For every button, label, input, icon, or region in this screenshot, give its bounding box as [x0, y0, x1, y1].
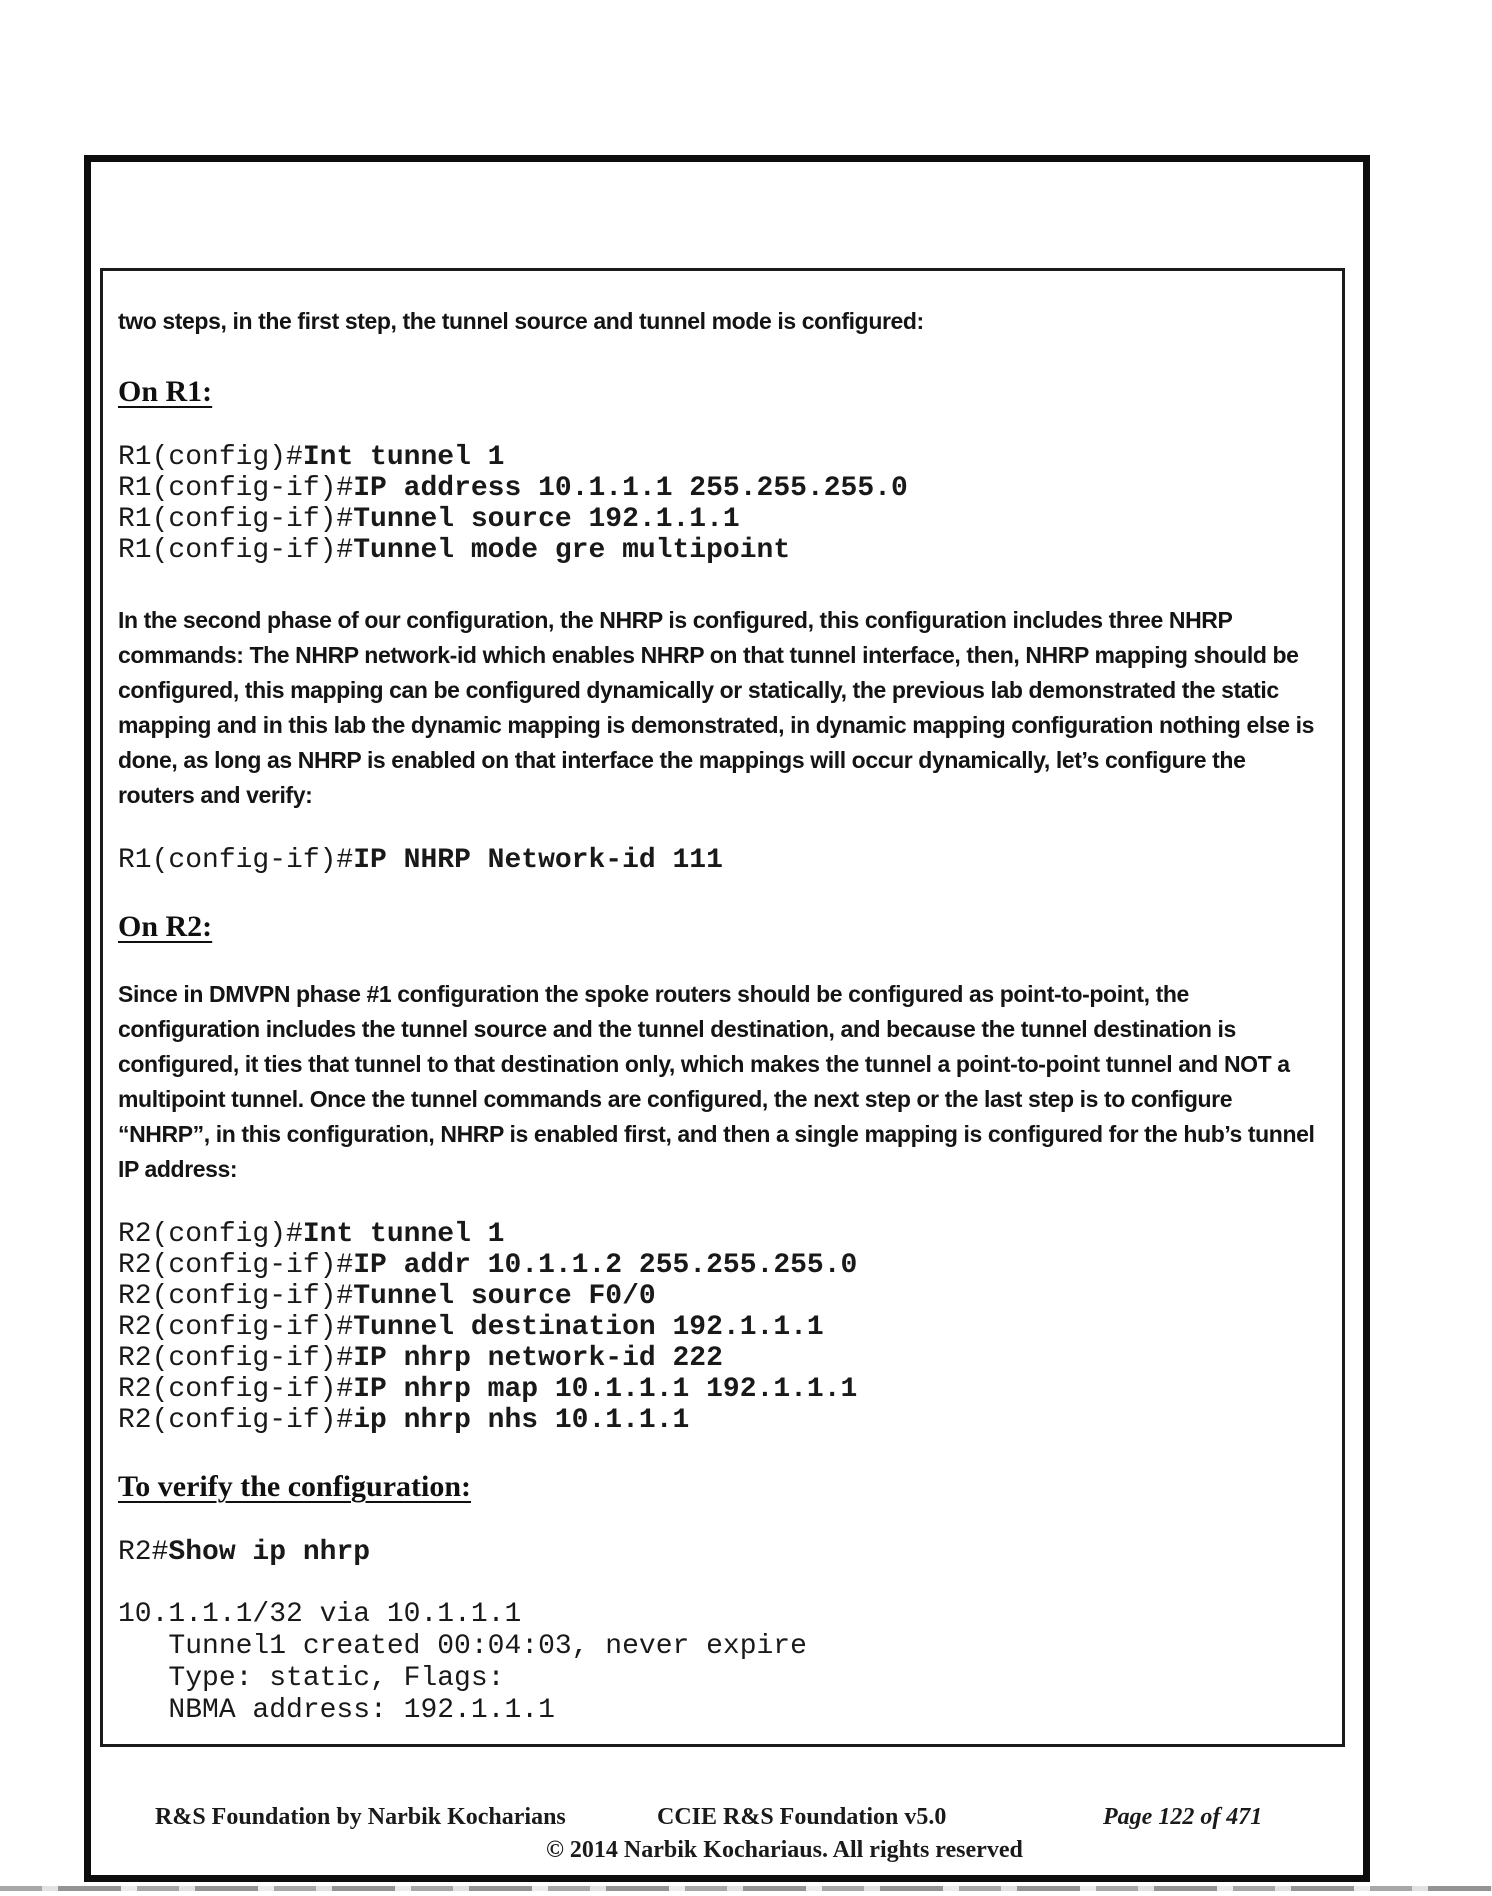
- cli-command: IP nhrp network-id 222: [353, 1343, 723, 1374]
- show-command-block: [118, 1537, 1324, 1568]
- cli-prompt: R2(config)#: [118, 1219, 303, 1250]
- cli-line: [118, 1537, 1324, 1568]
- cli-prompt: R1(config-if)#: [118, 473, 354, 504]
- footer-page-number: Page 122 of 471: [1103, 1804, 1263, 1830]
- nhrp-explanation-paragraph: In the second phase of our configuration, the NHRP is configured, this configuration includes three NHRP commands: The NHRP network-id which enables NHRP on that tunnel interface, then, NHRP mapping should be configured, this mapping can be configured dynamically or statically, the previous lab demonstrated the static mapping and in this lab the dynamic mapping is demonstrated, in dynamic mapping configuration nothing else is done, as long as NHRP is enabled on that interface the mappings will occur dynamically, let’s configure the routers and verify:: [118, 607, 1314, 808]
- cli-prompt: R2(config-if)#: [118, 1374, 354, 1405]
- heading-on-r1: On R1:: [118, 375, 213, 408]
- cli-command: IP NHRP Network-id 111: [353, 845, 723, 876]
- cli-command: Tunnel destination 192.1.1.1: [353, 1312, 824, 1343]
- heading-on-r2: On R2:: [118, 910, 213, 943]
- cli-prompt: R2(config-if)#: [118, 1312, 354, 1343]
- cli-prompt: R2#: [118, 1537, 169, 1568]
- cli-prompt: R2(config-if)#: [118, 1250, 354, 1281]
- cli-line: [118, 1312, 1324, 1343]
- footer-title: CCIE R&S Foundation v5.0: [657, 1804, 947, 1830]
- cli-line: [118, 504, 1324, 535]
- cli-prompt: R2(config-if)#: [118, 1281, 354, 1312]
- cli-command: ip nhrp nhs 10.1.1.1: [353, 1405, 690, 1436]
- r1-nhrp-command-block: [118, 845, 1324, 876]
- cli-prompt: R1(config-if)#: [118, 845, 354, 876]
- cli-command: IP address 10.1.1.1 255.255.255.0: [353, 473, 908, 504]
- cli-line: [118, 1374, 1324, 1405]
- cli-line: [118, 473, 1324, 504]
- cli-command: Int tunnel 1: [302, 442, 505, 473]
- cli-line: [118, 442, 1324, 473]
- r2-config-block: [118, 1219, 1324, 1436]
- cli-output-line: NBMA address: 192.1.1.1: [118, 1695, 555, 1726]
- cli-command: Show ip nhrp: [168, 1537, 371, 1568]
- cli-line: [118, 535, 1324, 566]
- cli-output-line: Tunnel1 created 00:04:03, never expire: [118, 1631, 807, 1662]
- cli-command: Tunnel source F0/0: [353, 1281, 656, 1312]
- cli-command: IP addr 10.1.1.2 255.255.255.0: [353, 1250, 858, 1281]
- cli-command: IP nhrp map 10.1.1.1 192.1.1.1: [353, 1374, 858, 1405]
- cli-line: [118, 845, 1324, 876]
- intro-paragraph: two steps, in the first step, the tunnel source and tunnel mode is configured:: [118, 308, 924, 334]
- dmvpn-explanation-paragraph: Since in DMVPN phase #1 configuration the spoke routers should be configured as point-to-point, the configuration includes the tunnel source and the tunnel destination, and because the tunnel destination is configured, it ties that tunnel to that destination only, which makes the tunnel a point-to-point tunnel and NOT a multipoint tunnel. Once the tunnel commands are configured, the next step or the last step is to configure “NHRP”, in this configuration, NHRP is enabled first, and then a single mapping is configured for the hub’s tunnel IP address:: [118, 981, 1315, 1182]
- cli-line: [118, 1250, 1324, 1281]
- cli-line: [118, 1281, 1324, 1312]
- cli-output-line: 10.1.1.1/32 via 10.1.1.1: [118, 1599, 522, 1630]
- cli-command: Tunnel source 192.1.1.1: [353, 504, 740, 535]
- cli-command: Int tunnel 1: [302, 1219, 505, 1250]
- footer-author: R&S Foundation by Narbik Kocharians: [155, 1804, 566, 1830]
- scan-artifact-line: [0, 1886, 1492, 1891]
- show-output-block: [118, 1599, 1324, 1727]
- page-border-frame: [84, 155, 1370, 1882]
- cli-output-line: Type: static, Flags:: [118, 1663, 505, 1694]
- cli-command: Tunnel mode gre multipoint: [353, 535, 791, 566]
- content-box: [100, 268, 1345, 1747]
- cli-prompt: R1(config-if)#: [118, 535, 354, 566]
- heading-verify: To verify the configuration:: [118, 1470, 472, 1503]
- cli-line: [118, 1219, 1324, 1250]
- cli-prompt: R2(config-if)#: [118, 1405, 354, 1436]
- footer-copyright: © 2014 Narbik Kochariaus. All rights reserved: [546, 1837, 1023, 1863]
- cli-line: [118, 1343, 1324, 1374]
- cli-prompt: R1(config-if)#: [118, 504, 354, 535]
- r1-config-block: [118, 442, 1324, 566]
- cli-prompt: R2(config-if)#: [118, 1343, 354, 1374]
- cli-prompt: R1(config)#: [118, 442, 303, 473]
- cli-line: [118, 1405, 1324, 1436]
